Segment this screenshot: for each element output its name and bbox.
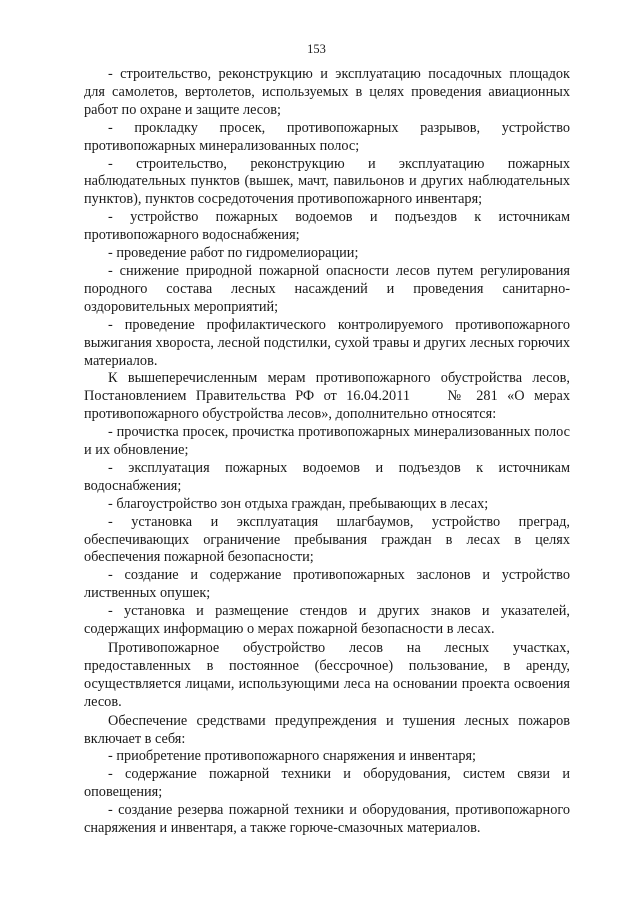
document-body (84, 66, 574, 838)
list-item: - установка и размещение стендов и других знаков и указателей, содержащих информацию о мерах пожарной безопасности в лесах. (84, 603, 570, 638)
paragraph: Обеспечение средствами предупреждения и тушения лесных пожаров включает в себя: (84, 712, 570, 747)
list-item: - строительство, реконструкцию и эксплуатацию посадочных площадок для самолетов, вертолетов, используемых в целях проведения авиационных работ по охране и защите лесов; (84, 66, 570, 118)
list-item: - создание резерва пожарной техники и оборудования, противопожарного снаряжения и инвентаря, а также горюче-смазочных материалов. (84, 802, 570, 837)
list-item: - приобретение противопожарного снаряжения и инвентаря; (108, 748, 477, 765)
list-item: - проведение профилактического контролируемого противопожарного выжигания хвороста, лесной подстилки, сухой травы и других лесных горючих материалов. (84, 316, 570, 369)
list-item: - содержание пожарной техники и оборудования, систем связи и оповещения; (84, 766, 570, 801)
list-item: - эксплуатация пожарных водоемов и подъездов к источникам водоснабжения; (84, 459, 570, 494)
paragraph: К вышеперечисленным мерам противопожарного обустройства лесов, Постановлением Правительства РФ от 16.04.2011 № 281 «О мерах противопожарного обустройства лесов», дополнительно относятся: (84, 370, 574, 423)
list-item: - установка и эксплуатация шлагбаумов, устройство преград, обеспечивающих ограничение пребывания граждан в лесах в целях обеспечения пожарной безопасности; (84, 513, 570, 566)
list-item: - благоустройство зон отдыха граждан, пребывающих в лесах; (108, 495, 489, 512)
list-item: - устройство пожарных водоемов и подъездов к источникам противопожарного водоснабжения; (84, 209, 570, 244)
list-item: - строительство, реконструкцию и эксплуатацию пожарных наблюдательных пунктов (вышек, мачт, павильонов и других наблюдательных пунктов), пунктов сосредоточения противопожарного инвентаря; (84, 155, 570, 208)
paragraph: Противопожарное обустройство лесов на лесных участках, предоставленных в постоянное (бессрочное) пользование, в аренду, осуществляется лицами, использующими леса на основании проекта освоения лесов. (84, 640, 570, 710)
list-item: - проведение работ по гидромелиорации; (108, 245, 359, 262)
list-item: - создание и содержание противопожарных заслонов и устройство лиственных опушек; (84, 567, 570, 602)
list-item: - прочистка просек, прочистка противопожарных минерализованных полос и их обновление; (84, 424, 570, 459)
page-number: 153 (307, 42, 326, 56)
list-item: - прокладку просек, противопожарных разрывов, устройство противопожарных минерализованных полос; (84, 119, 570, 154)
list-item: - снижение природной пожарной опасности лесов путем регулирования породного состава лесных насаждений и проведения санитарно-оздоровительных мероприятий; (84, 262, 570, 315)
